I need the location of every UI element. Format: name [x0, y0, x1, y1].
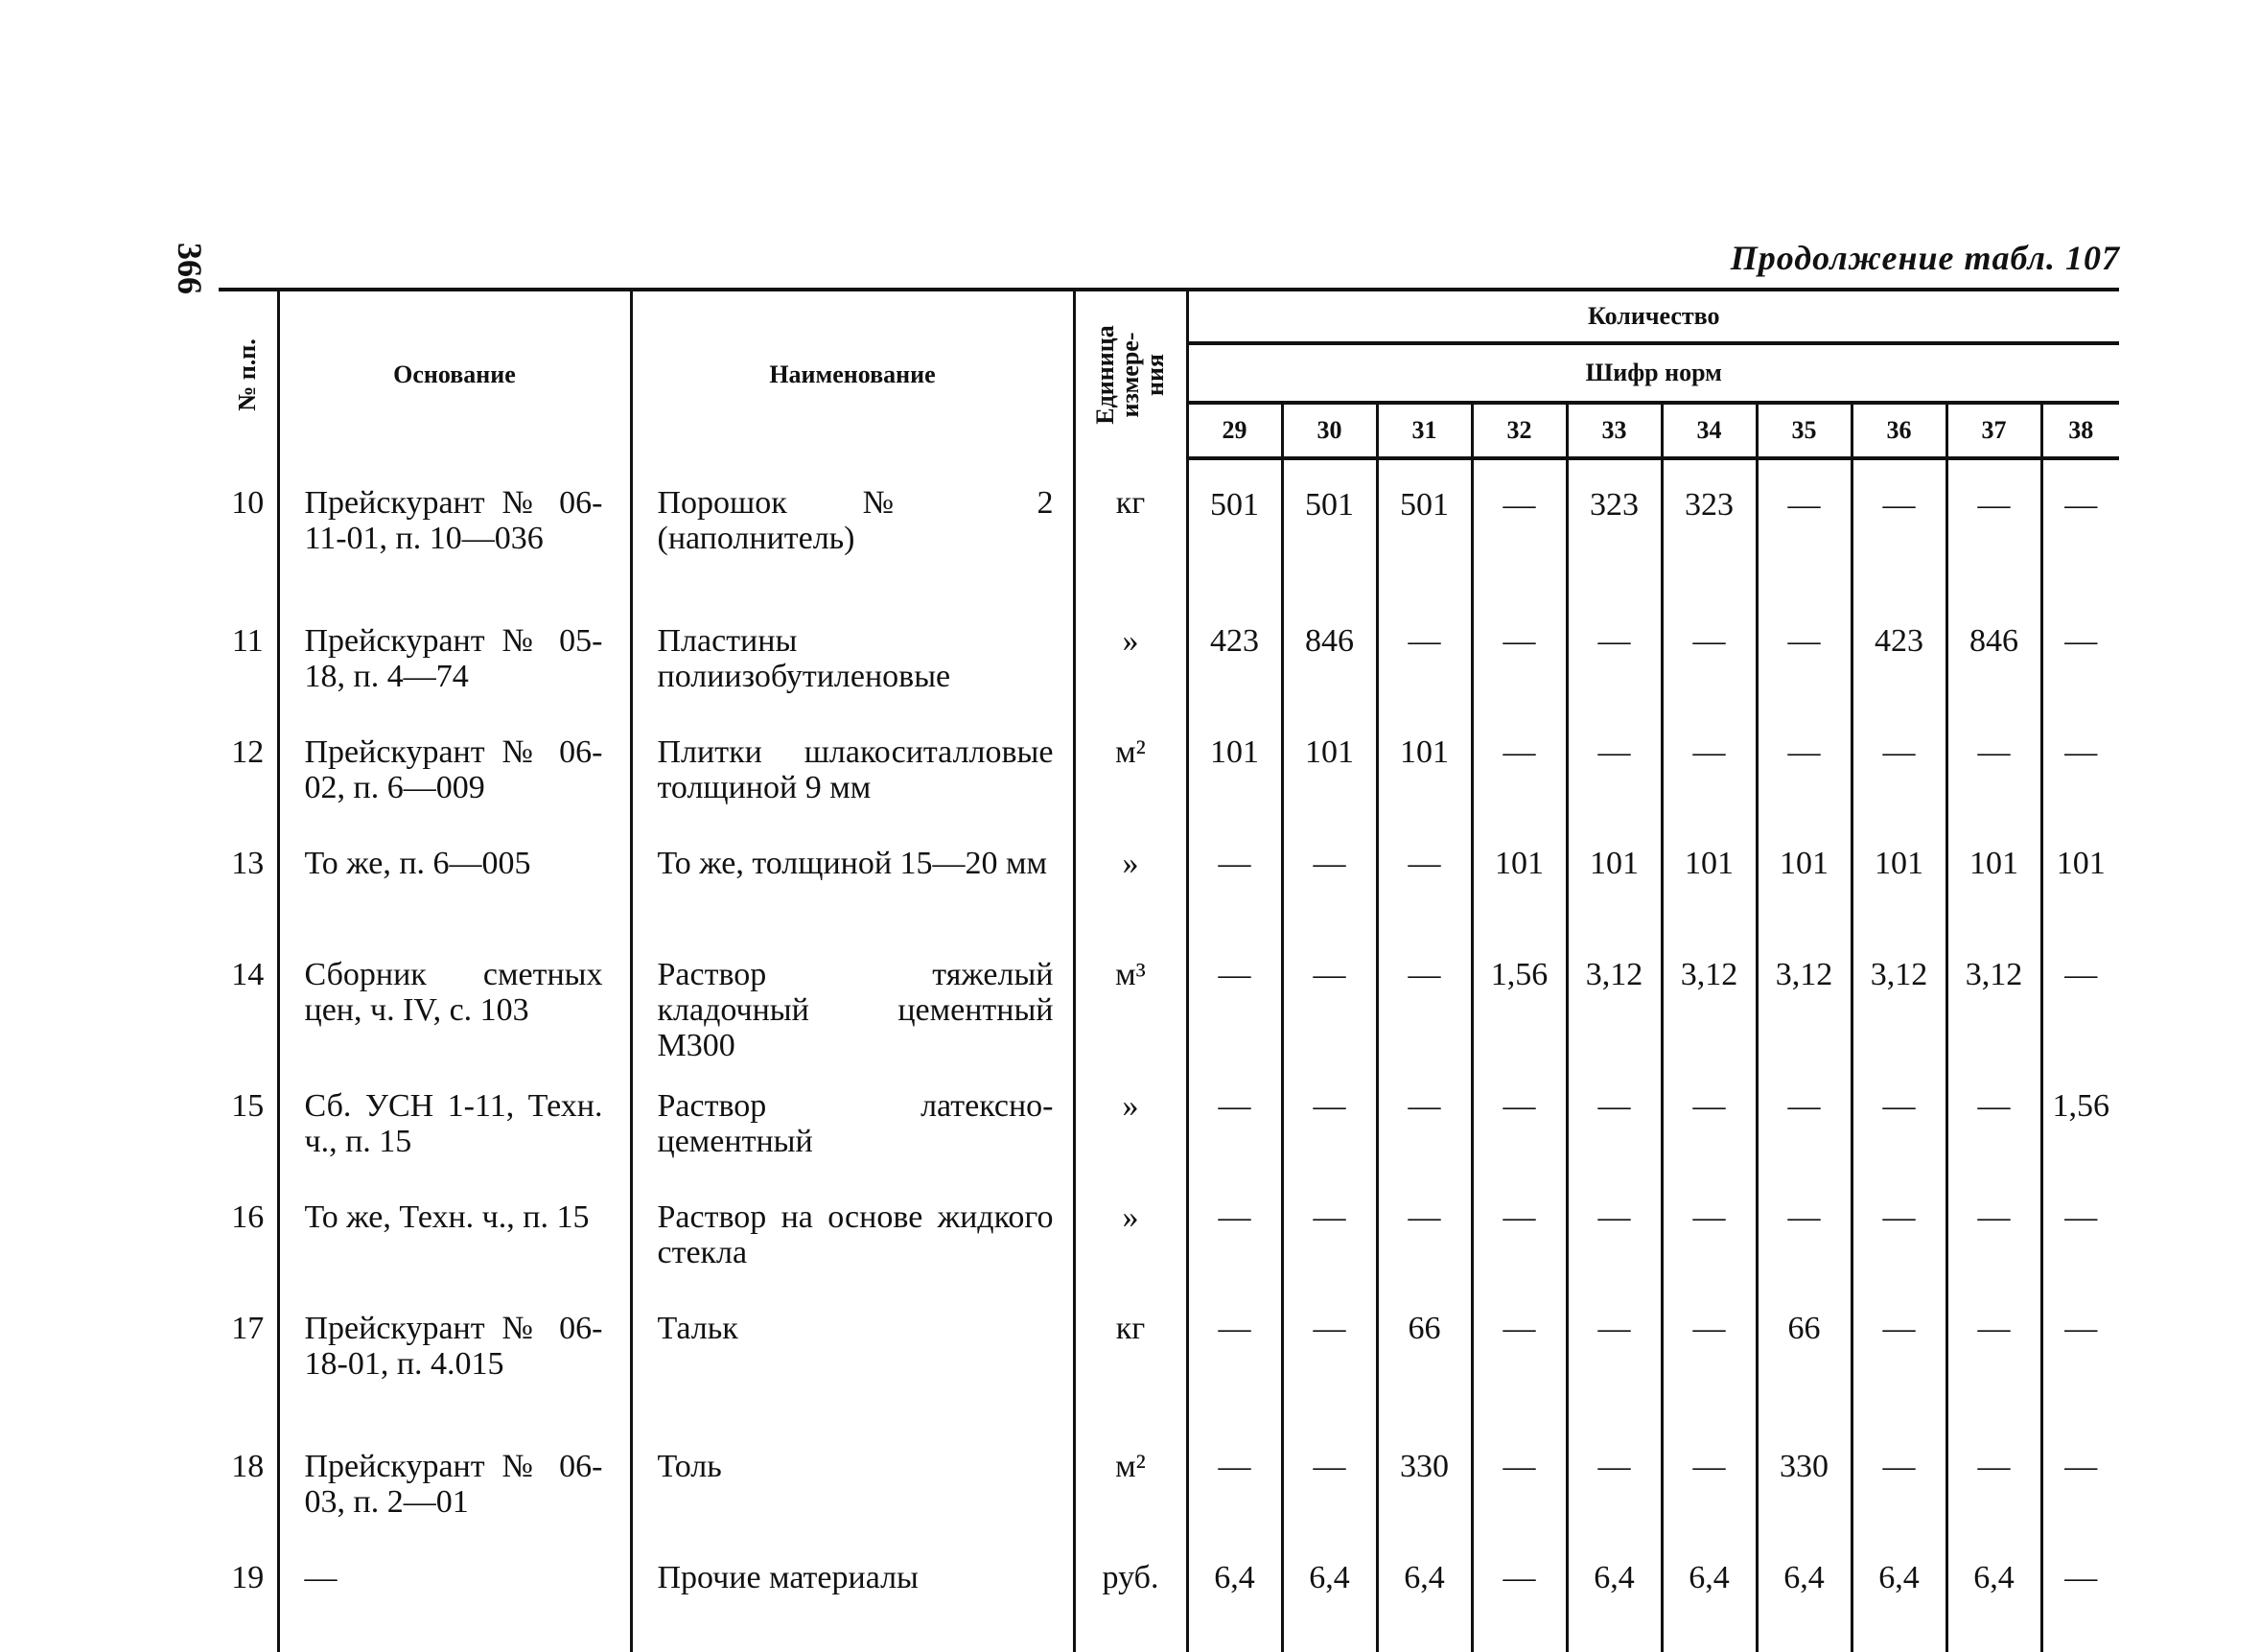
row-qty-34: —: [1662, 604, 1757, 715]
row-number: 17: [231, 1311, 265, 1346]
row-qty-36: —: [1852, 1430, 1946, 1541]
table-row: [219, 826, 2119, 938]
row-qty-30: 501: [1282, 458, 1377, 604]
row-qty-32: —: [1472, 1291, 1567, 1430]
row-qty-32: —: [1472, 715, 1567, 826]
row-qty-31: —: [1377, 1069, 1472, 1180]
row-qty-38: —: [2041, 715, 2119, 826]
row-qty-36: —: [1852, 458, 1946, 604]
header-num-label: № п.п.: [233, 338, 262, 411]
row-qty-38: 1,56: [2041, 1069, 2119, 1180]
row-qty-31: 330: [1377, 1430, 1472, 1541]
row-basis: Прейскурант № 05-18, п. 4—74: [278, 604, 631, 715]
row-qty-31: 101: [1377, 715, 1472, 826]
row-qty-33: —: [1567, 1291, 1662, 1430]
row-qty-30: —: [1282, 826, 1377, 938]
row-qty-34: —: [1662, 1180, 1757, 1291]
row-unit: м²: [1074, 1430, 1187, 1541]
row-qty-36: —: [1852, 715, 1946, 826]
row-qty-29: —: [1187, 1430, 1282, 1541]
row-unit: »: [1074, 1069, 1187, 1180]
row-qty-33: 101: [1567, 826, 1662, 938]
header-unit-line1: Единица: [1091, 325, 1119, 425]
table-caption: Продолжение табл. 107: [1730, 239, 2120, 277]
row-basis: Сборник сметных цен, ч. IV, с. 103: [278, 938, 631, 1069]
row-number: 10: [231, 485, 265, 521]
header-quantity: Количество: [1187, 290, 2119, 343]
header-num: [219, 290, 278, 458]
row-qty-29: —: [1187, 938, 1282, 1069]
row-qty-38: 101: [2041, 826, 2119, 938]
row-unit: м³: [1074, 938, 1187, 1069]
table-row: [219, 604, 2119, 715]
page-number: 366: [171, 243, 209, 294]
row-qty-33: —: [1567, 1430, 1662, 1541]
row-qty-33: —: [1567, 604, 1662, 715]
row-qty-32: —: [1472, 1180, 1567, 1291]
row-qty-36: 6,4: [1852, 1541, 1946, 1652]
row-number: 14: [231, 957, 265, 992]
row-qty-33: —: [1567, 1069, 1662, 1180]
row-qty-35: 66: [1757, 1291, 1852, 1430]
row-qty-35: 3,12: [1757, 938, 1852, 1069]
row-qty-29: 6,4: [1187, 1541, 1282, 1652]
row-qty-32: 101: [1472, 826, 1567, 938]
table-row: [219, 1180, 2119, 1291]
header-unit-line2: измере-: [1116, 332, 1144, 418]
materials-table: [219, 288, 2119, 1652]
table-row: [219, 1430, 2119, 1541]
row-qty-29: —: [1187, 826, 1282, 938]
header-unit-label: [1093, 325, 1168, 424]
row-qty-34: 6,4: [1662, 1541, 1757, 1652]
row-number: 11: [231, 623, 264, 659]
row-unit: кг: [1074, 458, 1187, 604]
row-qty-38: —: [2041, 1541, 2119, 1652]
row-qty-29: —: [1187, 1069, 1282, 1180]
row-number: 12: [231, 734, 265, 770]
row-qty-38: —: [2041, 604, 2119, 715]
row-name: Порошок № 2 (наполнитель): [631, 458, 1074, 604]
row-qty-35: —: [1757, 1180, 1852, 1291]
row-qty-30: —: [1282, 1291, 1377, 1430]
row-qty-37: —: [1946, 1180, 2041, 1291]
row-qty-35: —: [1757, 604, 1852, 715]
row-qty-31: 6,4: [1377, 1541, 1472, 1652]
table-row: [219, 1069, 2119, 1180]
header-name: Наименование: [631, 290, 1074, 458]
row-qty-38: —: [2041, 938, 2119, 1069]
row-qty-31: —: [1377, 826, 1472, 938]
row-qty-32: —: [1472, 1541, 1567, 1652]
row-qty-32: —: [1472, 458, 1567, 604]
row-basis: Сб. УСН 1-11, Техн. ч., п. 15: [278, 1069, 631, 1180]
row-basis: Прейскурант № 06-03, п. 2—01: [278, 1430, 631, 1541]
row-qty-30: —: [1282, 1180, 1377, 1291]
row-qty-36: 3,12: [1852, 938, 1946, 1069]
row-name: Пластины полиизобутиленовые: [631, 604, 1074, 715]
row-number: 13: [231, 846, 265, 881]
row-unit: руб.: [1074, 1541, 1187, 1652]
row-qty-32: —: [1472, 1430, 1567, 1541]
row-unit: »: [1074, 826, 1187, 938]
table-row: [219, 458, 2119, 604]
row-qty-34: 323: [1662, 458, 1757, 604]
row-qty-29: —: [1187, 1291, 1282, 1430]
row-qty-33: —: [1567, 1180, 1662, 1291]
row-qty-30: —: [1282, 1069, 1377, 1180]
cipher-36: 36: [1852, 403, 1946, 458]
row-qty-30: 101: [1282, 715, 1377, 826]
row-qty-30: —: [1282, 938, 1377, 1069]
table-row: [219, 938, 2119, 1069]
row-qty-36: 101: [1852, 826, 1946, 938]
row-basis: —: [278, 1541, 631, 1652]
header-cipher: Шифр норм: [1187, 343, 2119, 403]
row-qty-37: —: [1946, 458, 2041, 604]
cipher-30: 30: [1282, 403, 1377, 458]
row-qty-34: —: [1662, 1069, 1757, 1180]
row-qty-38: —: [2041, 1180, 2119, 1291]
row-name: Раствор тяжелый кладочный цементный М300: [631, 938, 1074, 1069]
row-qty-30: 6,4: [1282, 1541, 1377, 1652]
row-qty-34: 3,12: [1662, 938, 1757, 1069]
row-number: 15: [231, 1088, 265, 1124]
row-qty-37: 846: [1946, 604, 2041, 715]
cipher-38: 38: [2041, 403, 2119, 458]
row-name: Тальк: [631, 1291, 1074, 1430]
row-qty-34: —: [1662, 1291, 1757, 1430]
row-qty-37: 6,4: [1946, 1541, 2041, 1652]
row-qty-35: 6,4: [1757, 1541, 1852, 1652]
row-unit: м²: [1074, 715, 1187, 826]
row-qty-30: 846: [1282, 604, 1377, 715]
row-qty-37: 3,12: [1946, 938, 2041, 1069]
row-qty-35: —: [1757, 1069, 1852, 1180]
table-container: [219, 288, 2119, 1652]
row-qty-32: —: [1472, 1069, 1567, 1180]
row-qty-33: 6,4: [1567, 1541, 1662, 1652]
row-qty-38: —: [2041, 458, 2119, 604]
row-name: То же, толщиной 15—20 мм: [631, 826, 1074, 938]
row-qty-29: —: [1187, 1180, 1282, 1291]
row-name: Раствор на основе жидкого стекла: [631, 1180, 1074, 1291]
row-qty-35: —: [1757, 715, 1852, 826]
row-basis: Прейскурант № 06-11-01, п. 10—036: [278, 458, 631, 604]
cipher-35: 35: [1757, 403, 1852, 458]
row-qty-31: —: [1377, 1180, 1472, 1291]
row-basis: То же, Техн. ч., п. 15: [278, 1180, 631, 1291]
cipher-34: 34: [1662, 403, 1757, 458]
table-row: [219, 1541, 2119, 1652]
cipher-32: 32: [1472, 403, 1567, 458]
cipher-29: 29: [1187, 403, 1282, 458]
row-qty-32: 1,56: [1472, 938, 1567, 1069]
row-name: Толь: [631, 1430, 1074, 1541]
table-row: [219, 1291, 2119, 1430]
row-qty-36: —: [1852, 1069, 1946, 1180]
row-qty-38: —: [2041, 1291, 2119, 1430]
row-qty-34: —: [1662, 715, 1757, 826]
row-name: Прочие материалы: [631, 1541, 1074, 1652]
row-qty-37: —: [1946, 715, 2041, 826]
row-qty-35: 330: [1757, 1430, 1852, 1541]
header-basis: Основание: [278, 290, 631, 458]
row-basis: Прейскурант № 06-02, п. 6—009: [278, 715, 631, 826]
row-basis: То же, п. 6—005: [278, 826, 631, 938]
header-unit: [1074, 290, 1187, 458]
row-qty-29: 423: [1187, 604, 1282, 715]
row-unit: кг: [1074, 1291, 1187, 1430]
row-qty-33: 3,12: [1567, 938, 1662, 1069]
cipher-37: 37: [1946, 403, 2041, 458]
row-qty-37: —: [1946, 1291, 2041, 1430]
row-qty-30: —: [1282, 1430, 1377, 1541]
header-unit-line3: ния: [1141, 353, 1169, 397]
row-qty-36: 423: [1852, 604, 1946, 715]
cipher-31: 31: [1377, 403, 1472, 458]
row-qty-31: 66: [1377, 1291, 1472, 1430]
row-qty-38: —: [2041, 1430, 2119, 1541]
row-qty-32: —: [1472, 604, 1567, 715]
row-qty-36: —: [1852, 1180, 1946, 1291]
row-qty-35: —: [1757, 458, 1852, 604]
row-qty-34: 101: [1662, 826, 1757, 938]
row-number: 16: [231, 1199, 265, 1235]
row-qty-34: —: [1662, 1430, 1757, 1541]
row-number: 18: [231, 1449, 265, 1484]
row-qty-29: 501: [1187, 458, 1282, 604]
row-qty-31: 501: [1377, 458, 1472, 604]
row-name: Плитки шлакоситалловые толщиной 9 мм: [631, 715, 1074, 826]
table-body: [219, 458, 2119, 1652]
row-unit: »: [1074, 604, 1187, 715]
row-qty-31: —: [1377, 938, 1472, 1069]
row-qty-35: 101: [1757, 826, 1852, 938]
row-qty-33: —: [1567, 715, 1662, 826]
table-row: [219, 715, 2119, 826]
cipher-33: 33: [1567, 403, 1662, 458]
row-name: Раствор латексно-цементный: [631, 1069, 1074, 1180]
row-qty-37: —: [1946, 1069, 2041, 1180]
row-qty-37: —: [1946, 1430, 2041, 1541]
row-qty-31: —: [1377, 604, 1472, 715]
row-unit: »: [1074, 1180, 1187, 1291]
row-number: 19: [231, 1560, 265, 1595]
row-basis: Прейскурант № 06-18-01, п. 4.015: [278, 1291, 631, 1430]
row-qty-36: —: [1852, 1291, 1946, 1430]
row-qty-37: 101: [1946, 826, 2041, 938]
row-qty-33: 323: [1567, 458, 1662, 604]
row-qty-29: 101: [1187, 715, 1282, 826]
